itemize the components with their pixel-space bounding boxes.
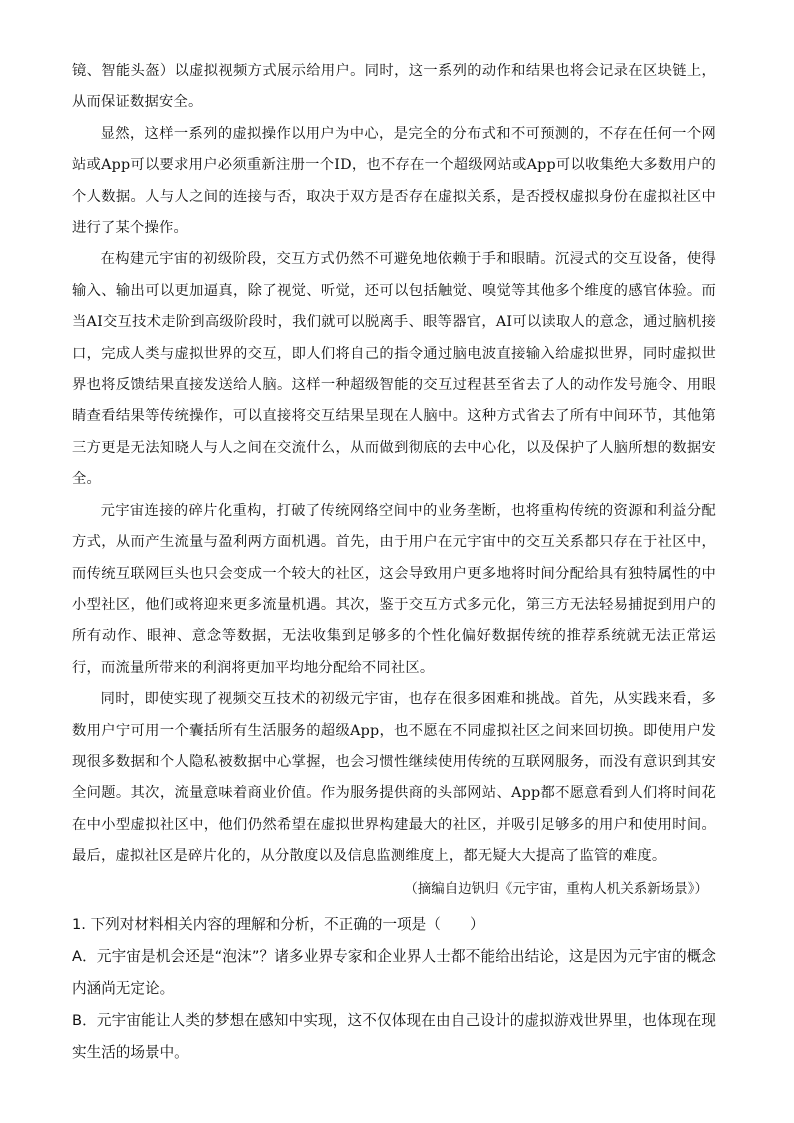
- passage-paragraph: 元宇宙连接的碎片化重构，打破了传统网络空间中的业务垄断，也将重构传统的资源和利益分配方式，从而产生流量与盈利两方面机遇。首先，由于用户在元宇宙中的交互关系都只存在于社区中，而传统互联网巨头也只会变成一个较大的社区，这会导致用户更多地将时间分配给具有独特属性的中小型社区，他们或将迎来更多流量机遇。其次，鉴于交互方式多元化，第三方无法轻易捕捉到用户的所有动作、眼神、意念等数据，无法收集到足够多的个性化偏好数据传统的推荐系统就无法正常运行，而流量所带来的利润将更加平均地分配给不同社区。: [72, 502, 716, 676]
- passage: [72, 56, 716, 905]
- passage-source: （摘编自边钒归《元宇宙，重构人机关系新场景》）: [404, 880, 708, 897]
- question-block: [72, 909, 716, 1069]
- passage-paragraph: 同时，即使实现了视频交互技术的初级元宇宙，也存在很多困难和挑战。首先，从实践来看，多数用户宁可用一个囊括所有生活服务的超级App，也不愿在不同虚拟社区之间来回切换。即使用户发现很多数据和个人隐私被数据中心掌握，也会习惯性继续使用传统的互联网服务，而没有意识到其安全问题。其次，流量意味着商业价值。作为服务提供商的头部网站、App都不愿意看到人们将时间花在中小型虚拟社区中，他们仍然希望在虚拟世界构建最大的社区，并吸引足够多的用户和使用时间。最后，虚拟社区是碎片化的，从分散度以及信息监测维度上，都无疑大大提高了监管的难度。: [72, 691, 716, 865]
- passage-paragraph: 在构建元宇宙的初级阶段，交互方式仍然不可避免地依赖于手和眼睛。沉浸式的交互设备，使得输入、输出可以更加逼真，除了视觉、听觉，还可以包括触觉、嗅觉等其他多个维度的感官体验。而当AI交互技术走阶到高级阶段时，我们就可以脱离手、眼等器官，AI可以读取人的意念，通过脑机接口，完成人类与虚拟世界的交互，即人们将自己的指令通过脑电波直接输入给虚拟世界，同时虚拟世界也将反馈结果直接发送给人脑。这样一种超级智能的交互过程甚至省去了人的动作发号施令、用眼睛查看结果等传统操作，可以直接将交互结果呈现在人脑中。这种方式省去了所有中间环节，其他第三方更是无法知晓人与人之间在交流什么，从而做到彻底的去中心化，以及保护了人脑所想的数据安全。: [72, 251, 716, 488]
- question-stem: 1. 下列对材料相关内容的理解和分析，不正确的一项是（ ）: [72, 915, 485, 933]
- passage-paragraph: 显然，这样一系列的虚拟操作以用户为中心，是完全的分布式和不可预测的，不存在任何一个网站或App可以要求用户必须重新注册一个ID，也不存在一个超级网站或App可以收集绝大多数用户的个人数据。人与人之间的连接与否，取决于双方是否存在虚拟关系，是否授权虚拟身份在虚拟社区中进行了某个操作。: [72, 125, 716, 237]
- option-a: A．元宇宙是机会还是“泡沫”？诸多业界专家和企业界人士都不能给出结论，这是因为元宇宙的概念内涵尚无定论。: [72, 947, 716, 997]
- option-b: B．元宇宙能让人类的梦想在感知中实现，这不仅体现在由自己设计的虚拟游戏世界里，也体现在现实生活的场景中。: [72, 1011, 716, 1061]
- passage-paragraph: 镜、智能头盔）以虚拟视频方式展示给用户。同时，这一系列的动作和结果也将会记录在区块链上，从而保证数据安全。: [72, 63, 716, 111]
